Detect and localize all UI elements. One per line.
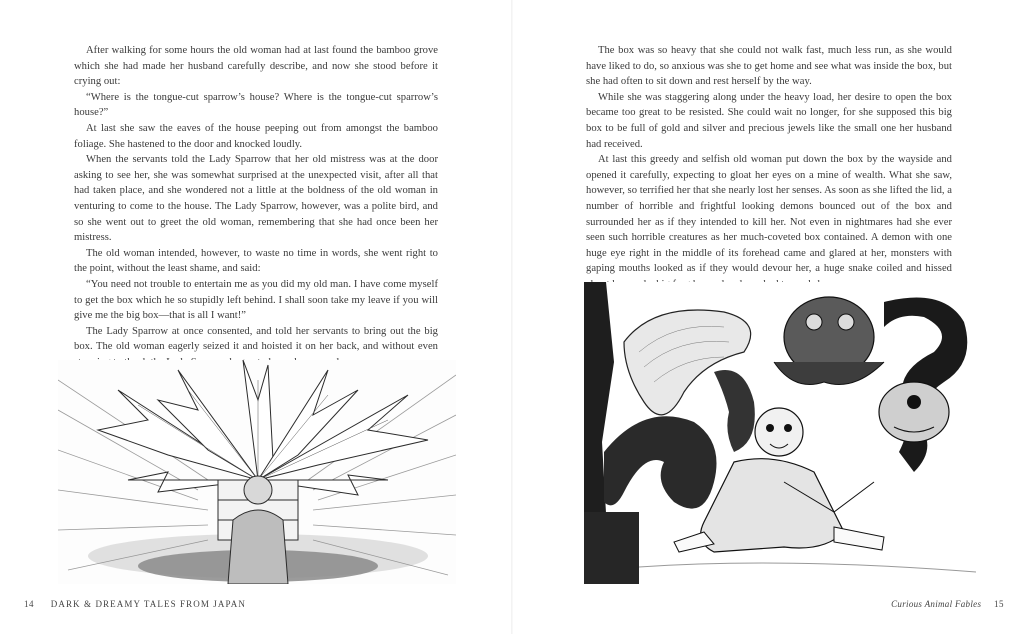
illustration-demons	[584, 282, 976, 584]
paragraph: “Where is the tongue-cut sparrow’s house? Where is the tongue-cut sparrow’s house?”	[74, 91, 438, 119]
right-folio	[891, 599, 1004, 609]
paragraph: At last she saw the eaves of the house peeping out from amongst the bamboo foliage. She hastened to the door and knocked loudly.	[74, 122, 438, 150]
running-title: Curious Animal Fables	[891, 599, 982, 609]
illustration-sparrow-wings	[58, 360, 456, 584]
paragraph: While she was staggering along under the heavy load, her desire to open the box became too great to be resisted. She could wait no longer, for she supposed this big box to be full of gold and silver and precious jewels like the small one her husband had received.	[586, 91, 952, 150]
paragraph: The Lady Sparrow at once consented, and told her servants to bring out the big box. The old woman eagerly seized it and hoisted it on her back, and without even	[74, 325, 438, 353]
left-page-text	[74, 43, 438, 370]
left-folio	[24, 599, 246, 609]
page-number: 15	[994, 599, 1004, 609]
paragraph: “You need not trouble to entertain me as you did my old man. I have come myself to get the box which he so stupidly left behind. I shall soon take my leave if you will give me the big box—that is all I want!”	[74, 278, 438, 322]
paragraph: The old woman intended, however, to waste no time in words, she went right to the point, without the least shame, and said:	[74, 247, 438, 275]
paragraph: The box was so heavy that she could not walk fast, much less run, as she would have liked to do, so anxious was she to get home and see what was inside the box, but she had often to sit down and rest herself by the way.	[586, 45, 952, 88]
paragraph: After walking for some hours the old woman had at last found the bamboo grove which she had made her husband carefully describe, and now she stood before it crying out:	[74, 45, 438, 88]
paragraph: At last this greedy and selfish old woman put down the box by the wayside and opened it carefully, expecting to gloat her eyes on a mine of wealth. What she saw, however, so terrified her that she nearly lost her senses. As soon as she lifted the lid, a number of horrible and frightful looking demons bounced out of the box and surrounded her as if they intended to kill her. Not even in nightmares had she ever seen such horrible creatures as her much-coveted box contained. A demon with one huge eye right in the middle of its forehead came and glared at her, monsters with gaping mouths looked as if they would devour her, a huge snake coiled and hissed	[586, 154, 952, 275]
paragraph: When the servants told the Lady Sparrow that her old mistress was at the door asking to see her, she was somewhat surprised at the unexpected visit, after all that had taken place, and she wondered not a little at the boldness of the old woman in venturing to come to the house. The Lady Sparrow, however, was a polite bird, and so she went out to greet the old woman, remembering that she had once been her mistress.	[74, 154, 438, 244]
running-title: DARK & DREAMY TALES FROM JAPAN	[50, 599, 246, 609]
right-page-text	[586, 43, 952, 293]
page-number: 14	[24, 599, 34, 609]
